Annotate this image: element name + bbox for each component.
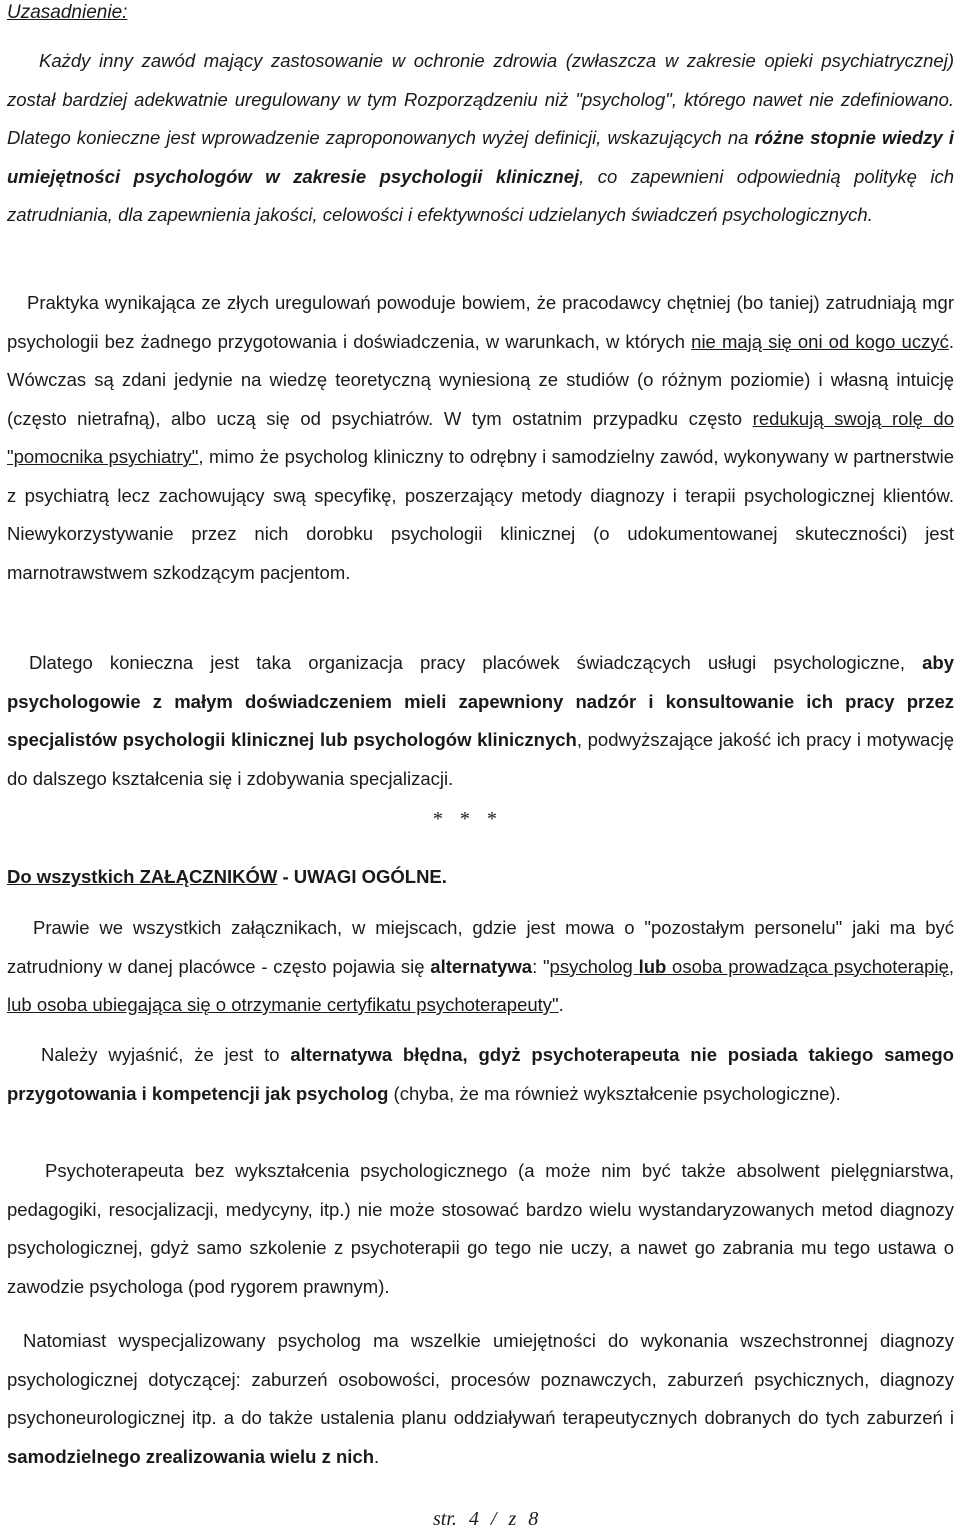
page-number: str. 4 / z 8 <box>433 1508 539 1530</box>
section-heading: Do wszystkich ZAŁĄCZNIKÓW - UWAGI OGÓLNE. <box>7 866 447 887</box>
paragraph-specialist: Natomiast wyspecjalizowany psycholog ma wszelkie umiejętności do wykonania wszechstronnej diagnozy psychologicznej dotyczącej: zaburzeń osobowości, procesów poznawczych, zaburzeń psychicznych, diagnozy psychoneurologicznej itp. a do także ustalenia planu oddziaływań terapeutycznych dobranych do tych zaburzeń i samodzielnego zrealizowania wielu z nich. <box>7 1330 954 1467</box>
paragraph-explanation: Należy wyjaśnić, że jest to alternatywa błędna, gdyż psychoterapeuta nie posiada takiego samego przygotowania i kompetencji jak psycholog (chyba, że ma również wykształcenie psychologiczne). <box>7 1044 954 1104</box>
underlined-phrase: nie mają się oni od kogo uczyć <box>691 330 949 352</box>
paragraph-attachments: Prawie we wszystkich załącznikach, w miejscach, gdzie jest mowa o "pozostałym personelu" jaki ma być zatrudniony w danej placówce - często pojawia się alternatywa: "psycholog lub osoba prowadząca psychoterapię, lub osoba ubiegająca się o otrzymanie certyfikatu psychoterapeuty". <box>7 917 955 1015</box>
paragraph-practice: Praktyka wynikająca ze złych uregulowań powoduje bowiem, że pracodawcy chętniej (bo taniej) zatrudniają mgr psychologii bez żadnego przygotowania i doświadczenia, w warunkach, w których nie mają się oni od kogo uczyć. Wówczas są zdani jedynie na wiedzę teoretyczną wyniesioną ze studiów (o różnym poziomie) i własną intuicję (często nietrafną), albo uczą się od psychiatrów. W tym ostatnim przypadku często redukują swoją rolę do "pomocnika psychiatry", mimo że psycholog kliniczny to odrębny i samodzielny zawód, wykonywany w partnerstwie z psychiatrą lecz zachowujący swą specyfikę, poszerzający metody diagnozy i terapii psychologicznej klientów. Niewykorzystywanie przez nich dorobku psychologii klinicznej (o udokumentowanej skuteczności) jest marnotrawstwem szkodzącym pacjentom. <box>7 292 955 583</box>
paragraph-justification: Każdy inny zawód mający zastosowanie w ochronie zdrowia (zwłaszcza w zakresie opieki psychiatrycznej) został bardziej adekwatnie uregulowany w tym Rozporządzeniu niż "psycholog", którego nawet nie zdefiniowano. Dlatego konieczne jest wprowadzenie zaproponowanych wyżej definicji, wskazujących na różne stopnie wiedzy i umiejętności psychologów w zakresie psychologii klinicznej, co zapewnieni odpowiednią politykę ich zatrudniania, dla zapewnienia jakości, celowości i efektywności udzielanych świadczeń psychologicznych. <box>7 50 954 225</box>
section-title: Uzasadnienie: <box>7 2 128 23</box>
paragraph-psychotherapist: Psychoterapeuta bez wykształcenia psychologicznego (a może nim być także absolwent pielęgniarstwa, pedagogiki, resocjalizacji, medycyny, itp.) nie może stosować bardzo wielu wystandaryzowanych metod diagnozy psychologicznej, gdyż samo szkolenie z psychoterapii go tego nie uczy, a nawet go zabrania mu tego ustawa o zawodzie psychologa (pod rygorem prawnym). <box>7 1160 954 1297</box>
section-separator: * * * <box>432 808 502 830</box>
underlined-phrase: redukują swoją rolę do "pomocnika psychiatry" <box>7 407 955 467</box>
paragraph-organization: Dlatego konieczna jest taka organizacja pracy placówek świadczących usługi psychologiczne, aby psychologowie z małym doświadczeniem mieli zapewniony nadzór i konsultowanie ich pracy przez specjalistów psychologii klinicznej lub psychologów klinicznych, podwyższające jakość ich pracy i motywację do dalszego kształcenia się i zdobywania specjalizacji. <box>7 652 954 789</box>
